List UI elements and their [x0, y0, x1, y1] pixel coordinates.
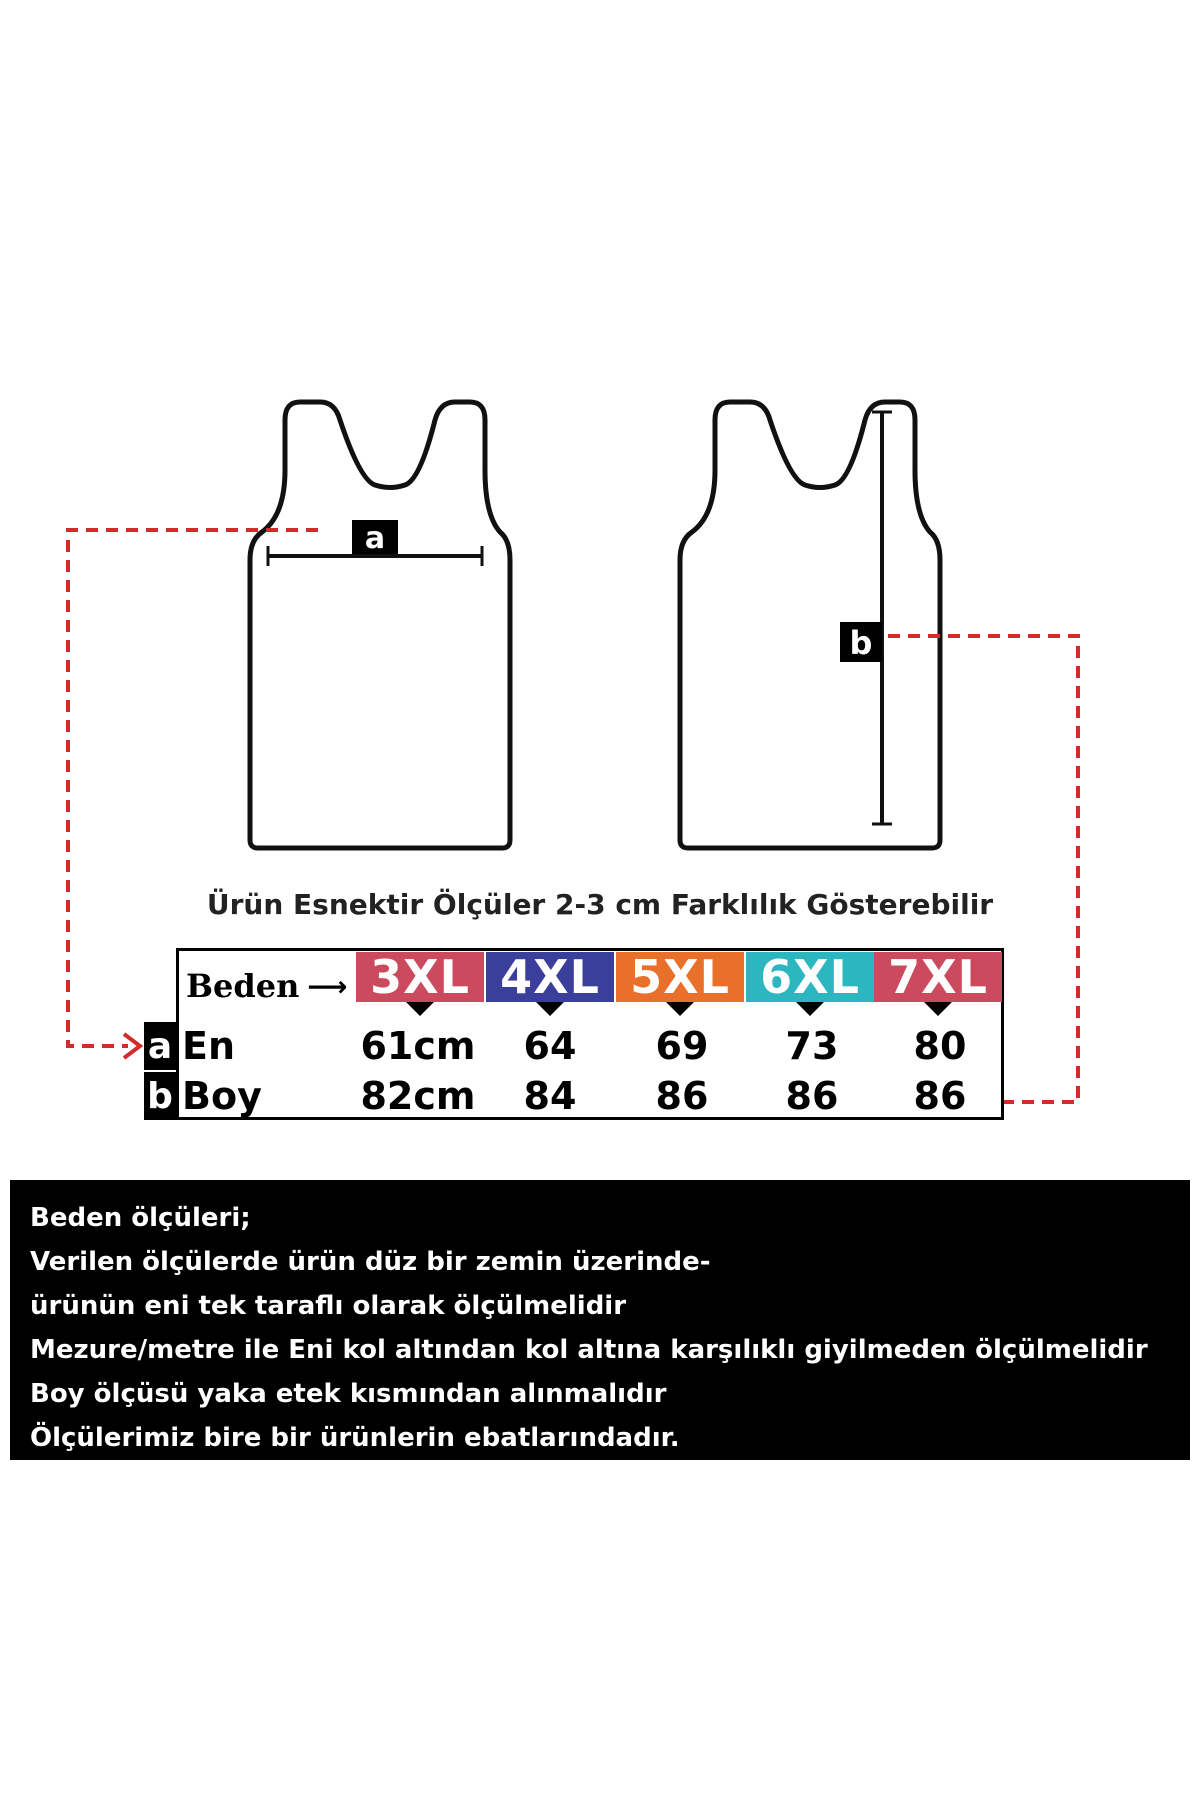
- row-label-boy: Boy: [182, 1074, 262, 1118]
- row-letter-a: a: [144, 1022, 176, 1070]
- table-cell: 61cm: [360, 1024, 476, 1068]
- front-tank-outline: [250, 402, 510, 848]
- table-cell: 80: [913, 1024, 967, 1068]
- right-arrow-icon: ⟶: [307, 969, 348, 1003]
- info-line: Boy ölçüsü yaka etek kısmından alınmalıdır: [30, 1379, 667, 1409]
- front-label: a: [364, 521, 386, 556]
- table-cell: 84: [523, 1074, 577, 1118]
- stretch-note: Ürün Esnektir Ölçüler 2-3 cm Farklılık Gösterebilir: [206, 888, 994, 921]
- info-line: Mezure/metre ile Eni kol altından kol altına karşılıklı giyilmeden ölçülmelidir: [30, 1335, 1148, 1365]
- table-cell: 86: [655, 1074, 709, 1118]
- table-cell: 86: [785, 1074, 839, 1118]
- row-letter-b: b: [144, 1072, 176, 1120]
- back-tank-outline: [680, 402, 940, 848]
- size-header-3xl: [356, 952, 484, 1002]
- size-header-5xl: [616, 952, 744, 1002]
- size-header-4xl: [486, 952, 614, 1002]
- size-header-label: 3XL: [370, 950, 470, 1004]
- info-line: Verilen ölçülerde ürün düz bir zemin üzerinde-: [30, 1247, 711, 1277]
- size-header-label: 5XL: [630, 950, 730, 1004]
- size-header-7xl: [874, 952, 1002, 1002]
- info-line: ürünün eni tek taraflı olarak ölçülmelidir: [30, 1291, 627, 1321]
- size-header-label: 6XL: [760, 950, 860, 1004]
- back-label: b: [849, 624, 873, 662]
- table-cell: 82cm: [360, 1074, 476, 1118]
- table-cell: 86: [913, 1074, 967, 1118]
- size-header-6xl: [746, 952, 874, 1002]
- info-line: Beden ölçüleri;: [30, 1203, 251, 1233]
- size-header-label: 4XL: [500, 950, 600, 1004]
- table-cell: 69: [655, 1024, 709, 1068]
- measurement-info-box: [10, 1180, 1190, 1460]
- table-cell: 64: [523, 1024, 577, 1068]
- info-line: Ölçülerimiz bire bir ürünlerin ebatlarındadır.: [30, 1423, 680, 1453]
- beden-label: Beden: [186, 967, 300, 1005]
- row-label-en: En: [182, 1024, 236, 1068]
- beden-header: [176, 948, 352, 1024]
- size-header-label: 7XL: [888, 950, 988, 1004]
- table-cell: 73: [785, 1024, 839, 1068]
